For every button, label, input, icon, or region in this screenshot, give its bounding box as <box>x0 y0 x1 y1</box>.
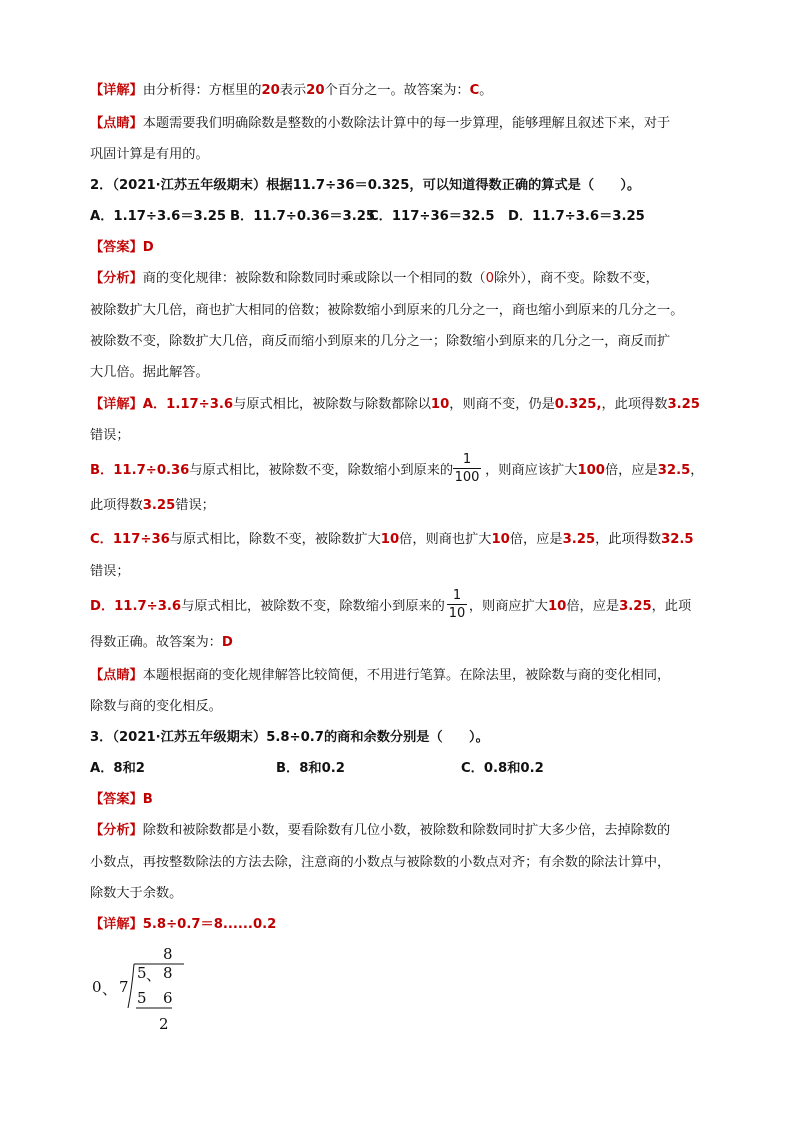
comment-tag: 【点睛】 <box>90 116 143 131</box>
comment-line-2: 除数与商的变化相反。 <box>90 699 222 714</box>
product-tens: 5 <box>137 989 147 1007</box>
detail-a-line: 【详解】A．1.17÷3.6与原式相比，被除数与除数都除以10，则商不变，仍是0.325,，此项得数3.25 <box>90 397 700 412</box>
detail-c-line-2: 错误； <box>90 564 130 579</box>
answer-tag: 【答案】 <box>90 240 143 255</box>
detail-d-line: D．11.7÷3.6与原式相比，被除数不变，除数缩小到原来的 ，则商应扩大10倍，应是3.25，此项 <box>90 599 692 614</box>
question-source: （2021·江苏五年级期末） <box>112 730 267 745</box>
detail-line: 【详解】5.8÷0.7＝8......0.2 <box>90 917 277 932</box>
option-a: A．1.17÷3.6＝3.25 <box>90 209 227 224</box>
dividend-int: 5 <box>137 964 147 982</box>
analysis-line-2: 小数点，再按整数除法的方法去除，注意商的小数点与被除数的小数点对齐；有余数的除法计算中， <box>90 855 671 870</box>
divisor-point: 、 <box>102 980 118 998</box>
analysis-line-1: 【分析】商的变化规律：被除数和除数同时乘或除以一个相同的数（0除外），商不变。除数不变， <box>90 271 659 286</box>
answer-tag: 【答案】 <box>90 792 143 807</box>
analysis-line-2: 被除数扩大几倍，商也扩大相同的倍数；被除数缩小到原来的几分之一，商也缩小到原来的几分之一。 <box>90 303 684 318</box>
comment-tag: 【点睛】 <box>90 668 143 683</box>
option-a: A．8和2 <box>90 761 145 776</box>
option-c: C．0.8和0.2 <box>461 761 544 776</box>
comment-line-2: 巩固计算是有用的。 <box>90 147 209 162</box>
analysis-line-3: 除数大于余数。 <box>90 886 183 901</box>
dividend-digit: 8 <box>163 964 173 982</box>
detail-c-line: C．117÷36与原式相比，除数不变，被除数扩大10倍，则商也扩大10倍，应是3.25，此项得数32.5 <box>90 532 694 547</box>
analysis-tag: 【分析】 <box>90 271 143 286</box>
option-b: B．11.7÷0.36＝3.25 <box>230 209 376 224</box>
fraction-one-hundredth: 1 100 <box>454 452 480 485</box>
quotient: 8 <box>163 945 173 963</box>
question-3-stem: 3．（2021·江苏五年级期末）5.8÷0.7的商和余数分别是（ ）。 <box>90 730 489 745</box>
comment-line: 【点睛】本题根据商的变化规律解答比较简便，不用进行笔算。在除法里，被除数与商的变化相同， <box>90 668 671 683</box>
detail-line: 【详解】由分析得：方框里的20表示20个百分之一。故答案为：C。 <box>90 83 493 98</box>
answer-line <box>90 239 154 257</box>
analysis-tag: 【分析】 <box>90 823 143 838</box>
remainder: 2 <box>159 1015 169 1033</box>
detail-tag: 【详解】 <box>90 397 143 412</box>
comment-line: 【点睛】本题需要我们明确除数是整数的小数除法计算中的每一步算理，能够理解且叙述下来，对于 <box>90 116 671 131</box>
detail-d-line-2: 得数正确。故答案为：D <box>90 635 233 650</box>
option-d: D．11.7÷3.6＝3.25 <box>508 209 645 224</box>
fraction-one-tenth: 1 10 <box>448 588 466 621</box>
option-b: B．8和0.2 <box>276 761 345 776</box>
dividend-point: 、 <box>146 966 162 984</box>
option-c: C．117÷36＝32.5 <box>369 209 495 224</box>
divisor-int: 0 <box>92 978 102 996</box>
answer-line <box>90 791 153 809</box>
detail-tag: 【详解】 <box>90 917 143 932</box>
analysis-line-4: 大几倍。据此解答。 <box>90 365 209 380</box>
detail-b-line-2: 此项得数3.25错误； <box>90 498 215 513</box>
question-source: （2021·江苏五年级期末） <box>112 178 267 193</box>
answer-value: D <box>142 240 154 255</box>
long-division <box>88 940 198 1040</box>
question-2-stem: 2．（2021·江苏五年级期末）根据11.7÷36＝0.325，可以知道得数正确的算式是（ ）。 <box>90 178 641 193</box>
analysis-line-1: 【分析】除数和被除数都是小数，要看除数有几位小数，被除数和除数同时扩大多少倍，去掉除数的 <box>90 823 671 838</box>
detail-a-line-2: 错误； <box>90 428 130 443</box>
answer-value: B <box>142 792 153 807</box>
detail-b-line: B．11.7÷0.36与原式相比，被除数不变，除数缩小到原来的 ，则商应该扩大100倍，应是32.5， <box>90 463 704 478</box>
detail-tag: 【详解】 <box>90 83 143 98</box>
analysis-line-3: 被除数不变，除数扩大几倍，商反而缩小到原来的几分之一；除数缩小到原来的几分之一，商反而扩 <box>90 334 671 349</box>
product-ones: 6 <box>163 989 173 1007</box>
divisor-digit: 7 <box>119 978 129 996</box>
